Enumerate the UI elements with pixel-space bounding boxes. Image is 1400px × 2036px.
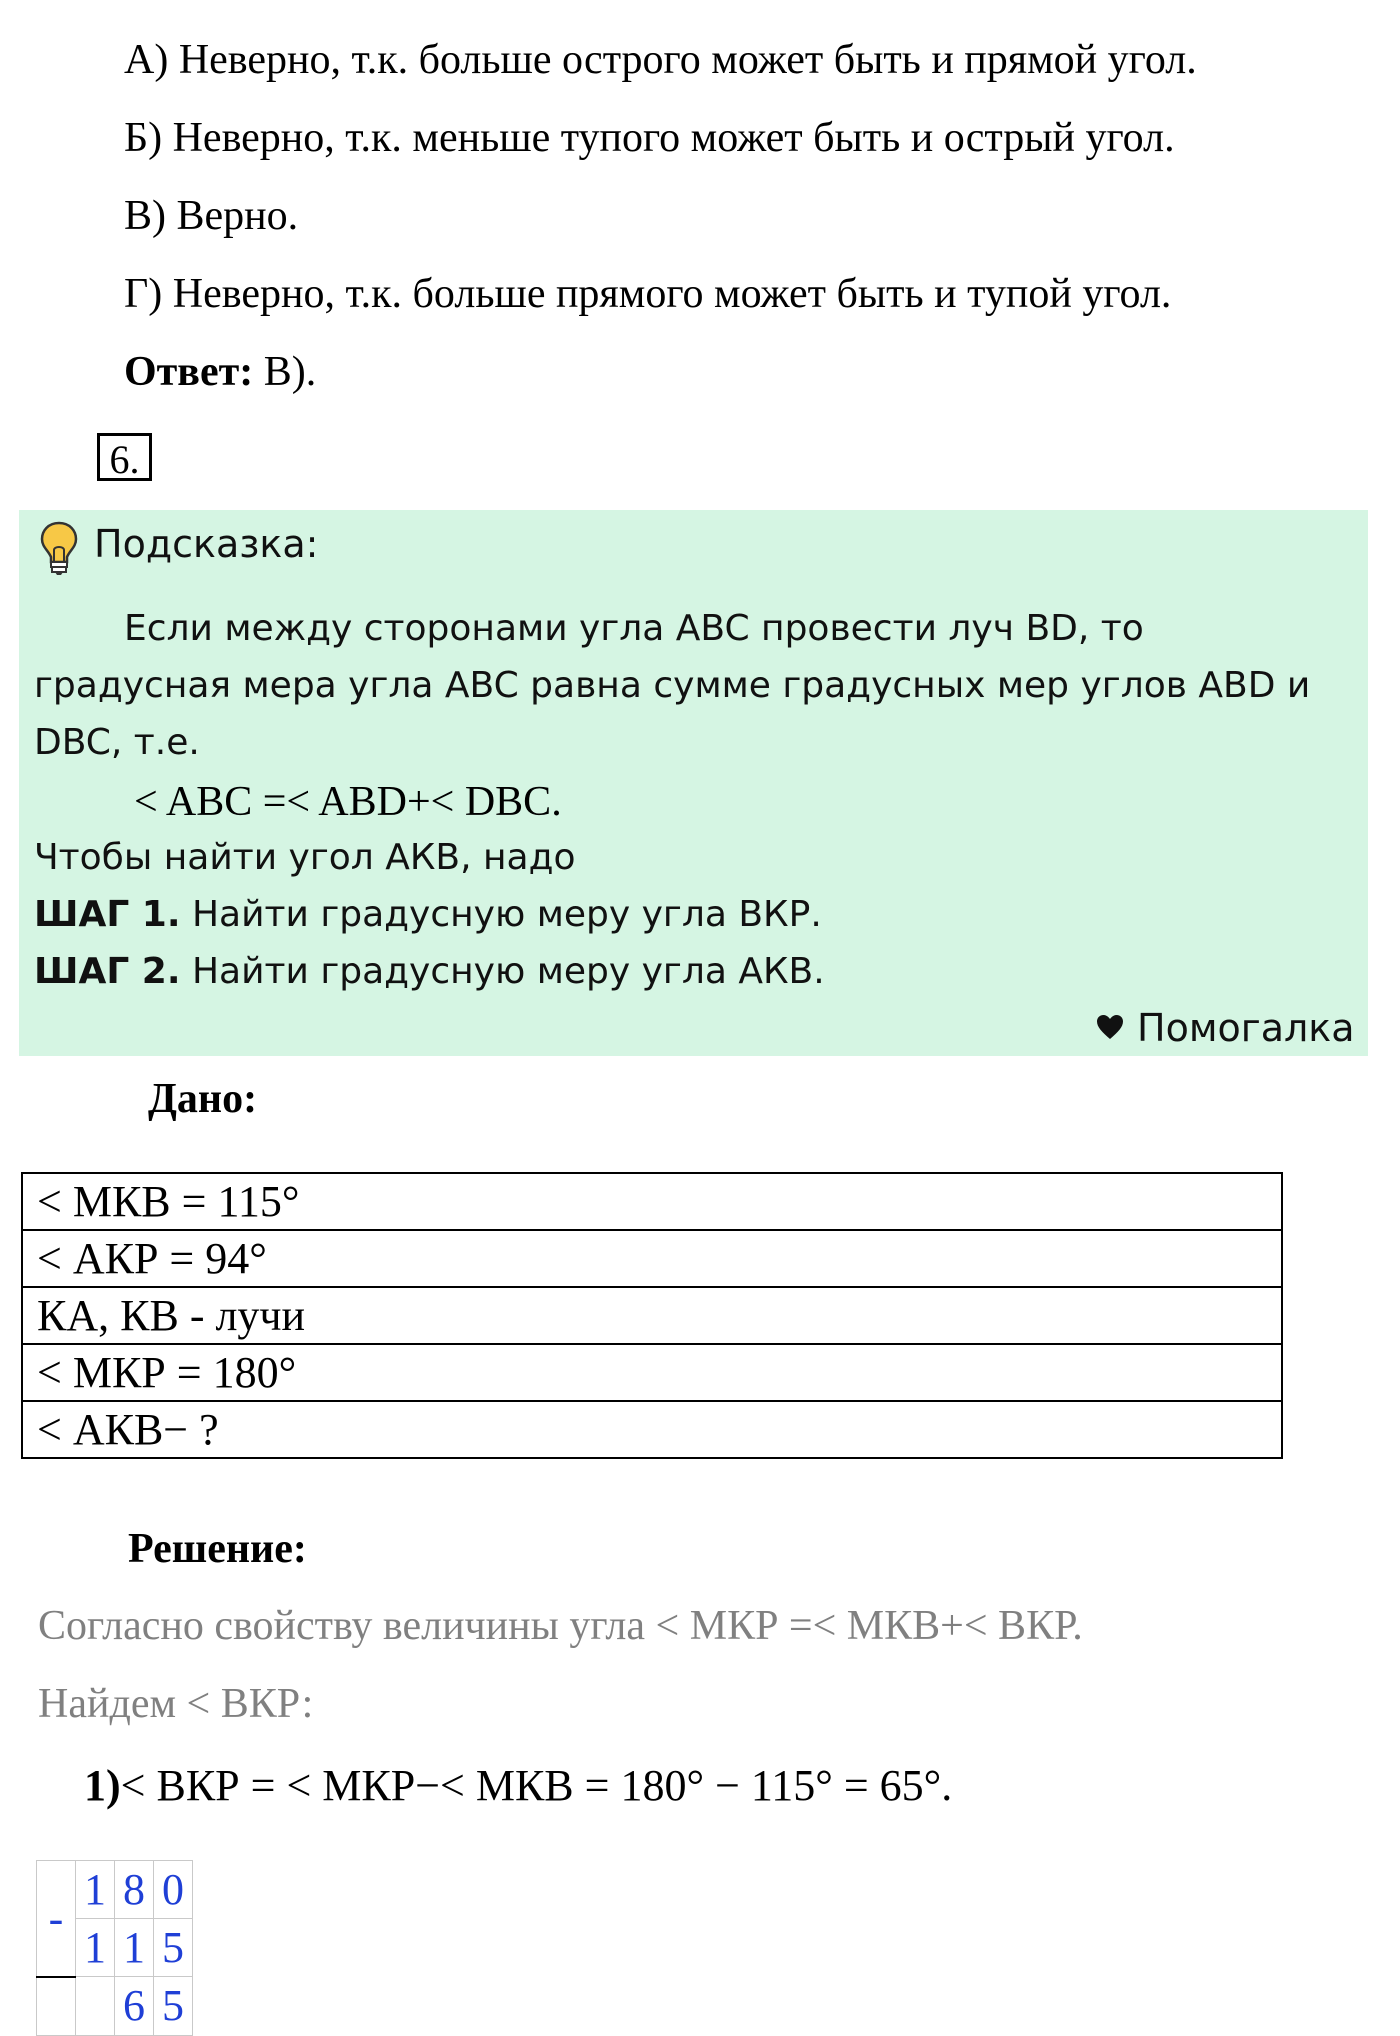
step-number: 1): [84, 1761, 121, 1810]
calc-blank: [37, 1977, 76, 2036]
calc-row: [37, 1861, 193, 1919]
answer-option-b: Б) Неверно, т.к. меньше тупого может быть и острый угол.: [124, 115, 1175, 161]
calc-digit: 1: [115, 1919, 154, 1977]
solution-line-2: Найдем < ВКР:: [38, 1681, 314, 1727]
given-cell: < МКВ = 115°: [22, 1173, 1282, 1230]
hint-formula: < ABC =< ABD+< DBC.: [134, 779, 562, 825]
given-table: [21, 1172, 1283, 1459]
answer-label: Ответ:: [124, 349, 254, 395]
solution-title: Решение:: [128, 1526, 307, 1572]
calc-digit: 1: [76, 1861, 115, 1919]
calc-digit: 6: [115, 1977, 154, 2036]
given-cell: < МКР = 180°: [22, 1344, 1282, 1401]
hint-line-2: градусная мера угла ABC равна сумме градусных мер углов ABD и: [34, 665, 1311, 706]
answer-option-a: А) Неверно, т.к. больше острого может быть и прямой угол.: [124, 37, 1197, 83]
solution-step-1: [84, 1760, 952, 1811]
lightbulb-icon: [39, 520, 79, 576]
solution-line-1: Согласно свойству величины угла < МКР =< МКВ+< ВКР.: [38, 1603, 1083, 1649]
brand-label: Помогалка: [1137, 1006, 1355, 1050]
hint-step-2-label: ШАГ 2.: [34, 951, 181, 992]
calc-row: [37, 1977, 193, 2036]
hint-line-3: DBC, т.е.: [34, 722, 200, 763]
given-cell: < АКР = 94°: [22, 1230, 1282, 1287]
step-formula: < ВКР = < МКР−< МКВ = 180° − 115° = 65°.: [120, 1761, 953, 1810]
answer-option-g: Г) Неверно, т.к. больше прямого может быть и тупой угол.: [124, 271, 1172, 317]
table-row: [22, 1344, 1282, 1401]
calc-digit: [76, 1977, 115, 2036]
given-title: Дано:: [148, 1076, 258, 1122]
hint-step-1-text: Найти градусную меру угла ВКР.: [180, 894, 822, 935]
calc-digit: 0: [154, 1861, 193, 1919]
task-number: 6.: [97, 433, 152, 481]
hint-step-2: [34, 951, 825, 992]
hint-step-1-label: ШАГ 1.: [34, 894, 181, 935]
answer-option-v: В) Верно.: [124, 193, 299, 239]
hint-title: Подсказка:: [94, 522, 319, 566]
minus-sign: -: [37, 1861, 76, 1977]
table-row: [22, 1287, 1282, 1344]
given-cell: КА, КВ - лучи: [22, 1287, 1282, 1344]
answer-value: В).: [253, 349, 317, 395]
calc-digit: 5: [154, 1977, 193, 2036]
table-row: [22, 1173, 1282, 1230]
hint-box: [19, 510, 1368, 1056]
calc-digit: 8: [115, 1861, 154, 1919]
hint-step-1: [34, 894, 822, 935]
hint-line-1: Если между сторонами угла ABC провести луч BD, то: [124, 608, 1144, 649]
column-subtraction: [36, 1860, 193, 2036]
hint-line-4: Чтобы найти угол АКВ, надо: [34, 837, 576, 878]
given-cell: < АКВ− ?: [22, 1401, 1282, 1458]
calc-digit: 1: [76, 1919, 115, 1977]
table-row: [22, 1230, 1282, 1287]
heart-icon: [1096, 1014, 1124, 1040]
answer-line: [124, 348, 316, 396]
hint-step-2-text: Найти градусную меру угла АКВ.: [180, 951, 825, 992]
table-row: [22, 1401, 1282, 1458]
calc-digit: 5: [154, 1919, 193, 1977]
